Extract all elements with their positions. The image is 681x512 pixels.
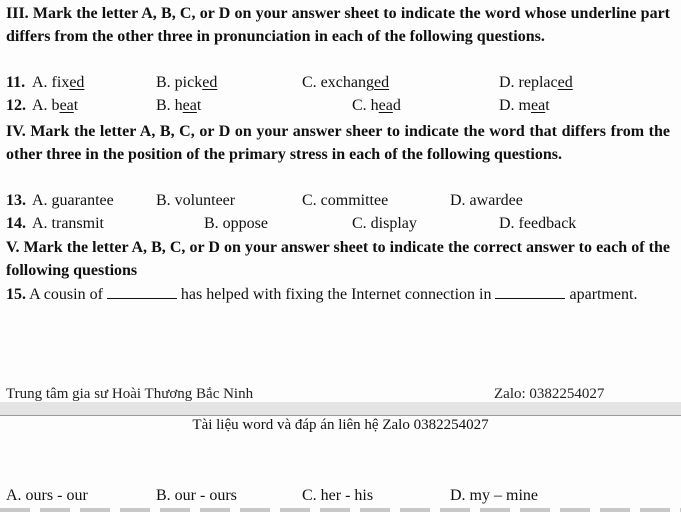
option-c: C. her - his [302,487,374,504]
question-11 [6,71,676,94]
section-5-heading: V. Mark the letter A, B, C, or D on your answer sheet to indicate the correct answer to each of the following questions [6,239,670,279]
option-b: B. oppose [204,215,268,232]
question-15-options [6,484,676,507]
option-c: C. committee [302,192,389,209]
option-c: C. exchanged [302,74,390,91]
section-3-heading: III. Mark the letter A, B, C, or D on your answer sheet to indicate the word whose underline part differs from the other three in pronunciation in each of the following questions. [6,5,670,45]
option-c: C. head [352,97,401,114]
option-d: D. my – mine [450,487,538,504]
question-number: 14. [6,215,26,232]
footer-left: Trung tâm gia sư Hoài Thương Bắc Ninh [6,386,254,402]
option-c: C. display [352,215,417,232]
option-d: D. awardee [450,192,523,209]
option-a: A. guarantee [32,192,114,209]
question-number: 12. [6,97,26,114]
question-number: 15. [6,286,26,303]
option-b: B. picked [156,74,218,91]
cropped-next-line [0,508,681,512]
option-b: B. heat [156,97,202,114]
option-b: B. volunteer [156,192,236,209]
footer-right: Zalo: 0382254027 [494,386,605,402]
answer-blank [495,284,565,299]
option-d: D. feedback [499,215,577,232]
section-4-heading: IV. Mark the letter A, B, C, or D on your answer sheer to indicate the word that differs from the other three in the position of the primary stress in each of the following questions. [6,123,670,163]
answer-blank [107,284,177,299]
page-header: Tài liệu word và đáp án liên hệ Zalo 0382254027 [192,417,489,433]
question-number: 13. [6,192,26,209]
option-d: D. replaced [499,74,573,91]
question-13 [6,189,676,212]
option-d: D. meat [499,97,550,114]
question-14 [6,212,676,235]
option-a: A. transmit [32,215,104,232]
question-text-part1: A cousin of [29,286,103,303]
question-12 [6,94,676,117]
option-a: A. fixed [32,74,85,91]
question-15 [6,283,670,306]
question-number: 11. [6,74,26,91]
question-text-part3: apartment. [569,286,638,303]
question-text-part2: has helped with fixing the Internet connection in [180,286,492,303]
option-a: A. ours - our [6,487,88,504]
option-b: B. our - ours [156,487,237,504]
page-break [0,402,681,416]
option-a: A. beat [32,97,79,114]
